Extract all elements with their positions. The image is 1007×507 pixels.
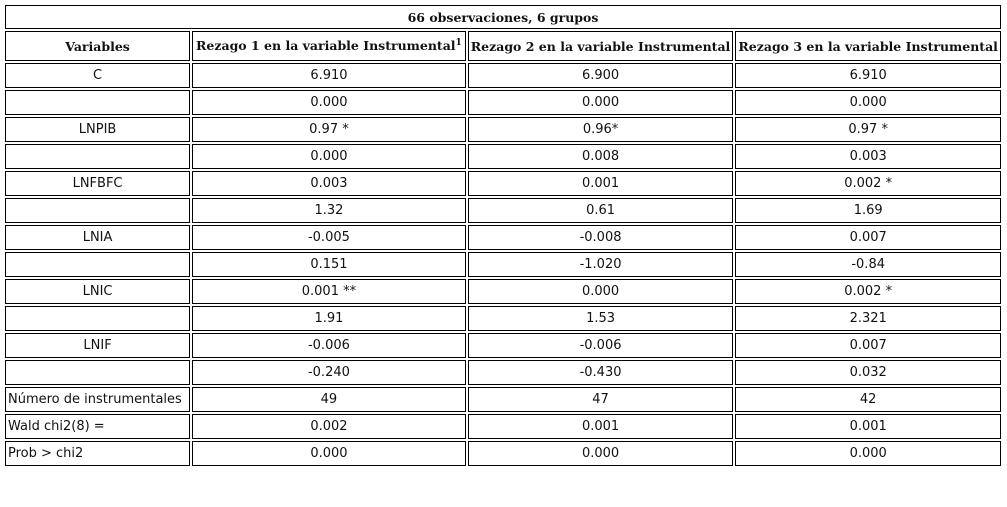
table-cell: 0.008 [468,144,734,169]
table-cell: 1.53 [468,306,734,331]
table-row [5,225,1001,250]
table-cell: 1.32 [192,198,466,223]
row-label [5,198,190,223]
table-cell: 0.007 [735,225,1001,250]
table-cell: 49 [192,387,466,412]
table-cell: 0.000 [735,441,1001,466]
row-label: LNIC [5,279,190,304]
row-label: LNIF [5,333,190,358]
column-header-lag-3: Rezago 3 en la variable Instrumental [735,31,1001,61]
table-header-row [5,31,1001,61]
results-table [3,3,1003,468]
table-cell: -0.430 [468,360,734,385]
row-label [5,90,190,115]
table-row [5,144,1001,169]
table-cell: 0.61 [468,198,734,223]
table-row [5,441,1001,466]
table-row [5,333,1001,358]
row-label: C [5,63,190,88]
table-cell: 0.97 * [735,117,1001,142]
table-cell: 0.000 [468,90,734,115]
table-cell: 0.97 * [192,117,466,142]
table-cell: 6.900 [468,63,734,88]
table-row [5,90,1001,115]
table-row [5,63,1001,88]
table-cell: 6.910 [192,63,466,88]
table-cell: 0.001 [468,414,734,439]
row-label: Prob > chi2 [5,441,190,466]
table-cell: -0.84 [735,252,1001,277]
table-cell: 0.000 [735,90,1001,115]
row-label [5,360,190,385]
table-row [5,414,1001,439]
table-cell: -0.006 [468,333,734,358]
table-cell: -0.005 [192,225,466,250]
table-cell: 0.001 ** [192,279,466,304]
table-cell: 0.96* [468,117,734,142]
table-cell: 0.000 [468,441,734,466]
table-row [5,306,1001,331]
table-cell: -0.240 [192,360,466,385]
table-cell: 0.000 [468,279,734,304]
table-cell: -0.008 [468,225,734,250]
row-label: Número de instrumentales [5,387,190,412]
table-row [5,252,1001,277]
table-title: 66 observaciones, 6 grupos [5,5,1001,29]
row-label: Wald chi2(8) = [5,414,190,439]
table-cell: 0.001 [735,414,1001,439]
table-row [5,198,1001,223]
column-header-lag-1: Rezago 1 en la variable Instrumental$^1$ [192,31,466,61]
table-cell: 0.032 [735,360,1001,385]
table-cell: 42 [735,387,1001,412]
table-row [5,387,1001,412]
table-cell: 0.000 [192,90,466,115]
table-cell: 47 [468,387,734,412]
table-cell: 6.910 [735,63,1001,88]
table-cell: 0.007 [735,333,1001,358]
row-label: LNPIB [5,117,190,142]
row-label: LNFBFC [5,171,190,196]
table-cell: 0.002 * [735,279,1001,304]
footnote-marker: 1 [455,38,462,49]
table-cell: 0.003 [735,144,1001,169]
table-cell: 1.91 [192,306,466,331]
table-row [5,117,1001,142]
table-cell: 0.002 * [735,171,1001,196]
table-cell: 0.003 [192,171,466,196]
table-cell: 0.002 [192,414,466,439]
table-cell: 0.000 [192,441,466,466]
row-label [5,252,190,277]
table-cell: -1.020 [468,252,734,277]
results-table-container [3,3,1003,468]
table-cell: -0.006 [192,333,466,358]
row-label [5,306,190,331]
row-label: LNIA [5,225,190,250]
table-cell: 0.001 [468,171,734,196]
column-header-variables: Variables [5,31,190,61]
table-title-row [5,5,1001,29]
table-row [5,279,1001,304]
table-row [5,360,1001,385]
table-row [5,171,1001,196]
row-label [5,144,190,169]
column-header-lag-2: Rezago 2 en la variable Instrumental [468,31,734,61]
table-cell: 0.000 [192,144,466,169]
table-cell: 2.321 [735,306,1001,331]
table-cell: 0.151 [192,252,466,277]
table-cell: 1.69 [735,198,1001,223]
